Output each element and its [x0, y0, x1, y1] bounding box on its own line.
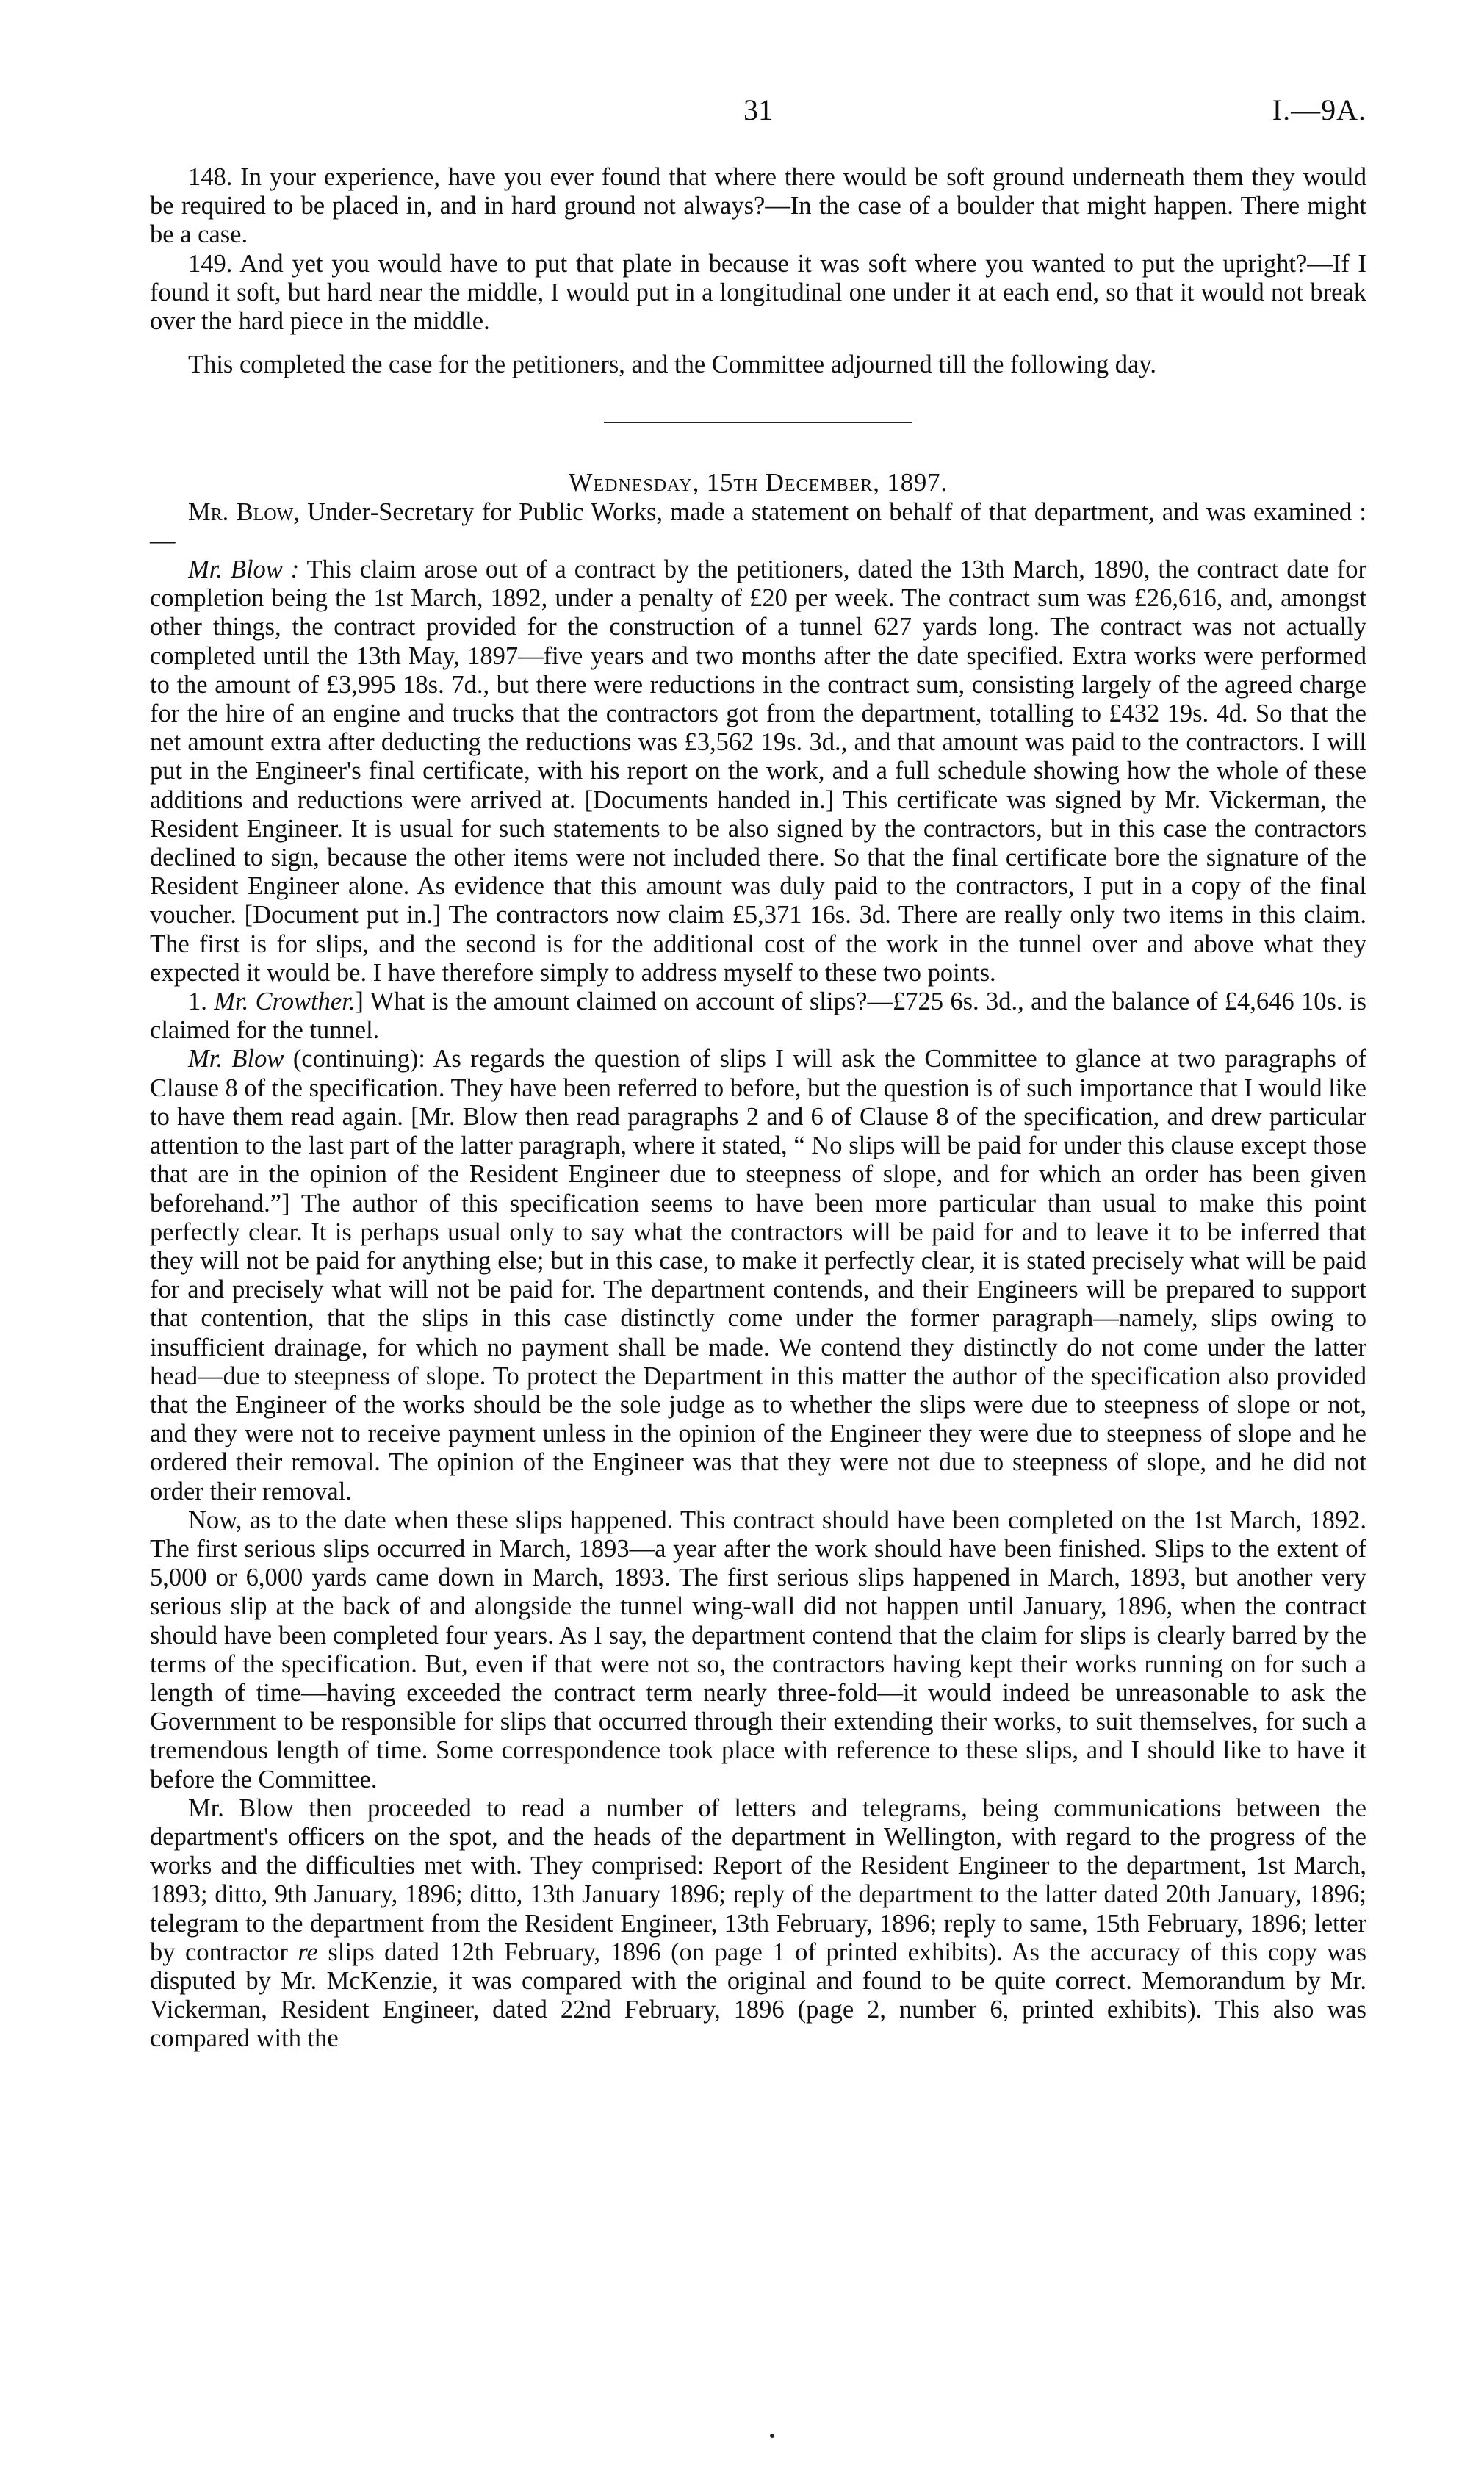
correspondence-text: Mr. Blow then proceeded to read a number of letters and telegrams, being communications between the department's officers on the spot, and the heads of the department in Wellington, with regard to the progress of the works and the difficulties met with. They comprised: Report of the Resident Engineer to the department, 1st March, 1893; ditto, 9th January, 1896; ditto, 13th January 1896; reply of the department to the latter dated 20th January, 1896; telegram to the department from the Resident Engineer, 13th February, 1896; reply to same, 15th February, 1896; letter by contractor	[150, 1794, 1366, 1966]
page-number: 31	[743, 93, 773, 126]
question-1	[150, 988, 1366, 1045]
correspondence-paragraph	[150, 1794, 1366, 2054]
document-body	[150, 163, 1366, 2054]
intro-text: , Under-Secretary for Public Works, made a statement on behalf of that department, and was examined :—	[150, 497, 1367, 555]
page-header	[150, 93, 1366, 137]
statement-paragraph-2	[150, 1045, 1366, 1506]
correspondence-text-continued: slips dated 12th February, 1896 (on page 1 of printed exhibits). As the accuracy of this copy was disputed by Mr. McKenzie, it was compared with the original and found to be quite correct. Memorandum by Mr. Vickerman, Resident Engineer, dated 22nd February, 1896 (page 2, number 6, printed exhibits). This also was compared with the	[150, 1938, 1366, 2053]
footer-mark	[770, 2434, 774, 2438]
re-italic: re	[298, 1938, 318, 1966]
question-number: 1.	[188, 988, 215, 1016]
questioner-label: Mr. Crowther.	[214, 988, 356, 1016]
question-text: ] What is the amount claimed on account of slips?—£725 6s. 3d., and the balance of £4,646 10s. is claimed for the tunnel.	[150, 988, 1366, 1045]
date-heading: Wednesday, 15th December, 1897.	[568, 469, 948, 497]
slip-dates-paragraph: Now, as to the date when these slips happened. This contract should have been completed on the 1st March, 1892. The first serious slips occurred in March, 1893—a year after the work should have been finished. Slips to the extent of 5,000 or 6,000 yards came down in March, 1893. The first serious slips happened in March, 1893, but another very serious slip at the back of and alongside the tunnel wing-wall did not happen until January, 1896, when the contract should have been completed four years. As I say, the department contend that the claim for slips is clearly barred by the terms of the specification. But, even if that were not so, the contractors having kept their works running on for such a length of time—having exceeded the contract term nearly three-fold—it would indeed be unreasonable to ask the Government to be responsible for slips that occurred through their extending their works, to suit themselves, for such a tremendous length of time. Some correspondence took place with reference to these slips, and I should like to have it before the Committee.	[150, 1506, 1366, 1794]
statement-paragraph-1	[150, 555, 1366, 988]
closing-statement: This completed the case for the petitioners, and the Committee adjourned till the following day.	[188, 350, 1156, 379]
statement-text: This claim arose out of a contract by the petitioners, dated the 13th March, 1890, the contract date for completion being the 1st March, 1892, under a penalty of £20 per week. The contract sum was £26,616, and, amongst other things, the contract provided for the construction of a tunnel 627 yards long. The contract was not actually completed until the 13th May, 1897—five years and two months after the date specified. Extra works were performed to the amount of £3,995 18s. 7d., but there were reductions in the contract sum, consisting largely of the agreed charge for the hire of an engine and trucks that the contractors got from the department, totalling to £432 19s. 4d. So that the net amount extra after deducting the reductions was £3,562 19s. 3d., and that amount was paid to the contractors. I will put in the Engineer's final certificate, with his report on the work, and a full schedule showing how the whole of these additions and reductions were arrived at. [Documents handed in.] This certificate was signed by Mr. Vickerman, the Resident Engineer. It is usual for such statements to be also signed by the contractors, but in this case the contractors declined to sign, because the other items were not included there. So that the final certificate bore the signature of the Resident Engineer alone. As evidence that this amount was duly paid to the contractors, I put in a copy of the final voucher. [Document put in.] The contractors now claim £5,371 16s. 3d. There are really only two items in this claim. The first is for slips, and the second is for the additional cost of the work in the tunnel over and above what they expected it would be. I have therefore simply to address myself to these two points.	[150, 555, 1366, 987]
document-reference: I.—9A.	[1272, 93, 1366, 126]
speaker-label: Mr. Blow	[188, 1045, 284, 1073]
statement-text: (continuing): As regards the question of slips I will ask the Committee to glance at two paragraphs of Clause 8 of the specification. They have been referred to before, but the question is of such importance that I would like to have them read again. [Mr. Blow then read paragraphs 2 and 6 of Clause 8 of the specification, and drew particular attention to the last part of the latter paragraph, where it stated, “ No slips will be paid for under this clause except those that are in the opinion of the Resident Engineer due to steepness of slope, and for which an order has been given beforehand.”] The author of this specification seems to have been more particular than usual to make this point perfectly clear. It is perhaps usual only to say what the contractors will be paid for and to leave it to be inferred that they will not be paid for anything else; but in this case, to make it perfectly clear, it is stated precisely what will be paid for and precisely what will not be paid for. The department contends, and their Engineers will be prepared to support that contention, that the slips in this case distinctly come under the former paragraph—namely, slips owing to insufficient drainage, for which no payment shall be made. We contend they distinctly do not come under the latter head—due to steepness of slope. To protect the Department in this matter the author of the specification also provided that the Engineer of the works should be the sole judge as to whether the slips were due to steepness of slope or not, and they were not to receive payment unless in the opinion of the Engineer they were due to steepness of slope and he ordered their removal. The opinion of the Engineer was that they were not due to steepness of slope, and he did not order their removal.	[150, 1045, 1366, 1506]
section-divider	[604, 422, 912, 423]
speaker-label: Mr. Blow :	[188, 555, 300, 584]
witness-name: Mr. Blow	[188, 497, 294, 526]
question-149: 149. And yet you would have to put that plate in because it was soft where you wanted to put the upright?—If I found it soft, but hard near the middle, I would put in a longitudinal one under it at each end, so that it would not break over the hard piece in the middle.	[150, 249, 1366, 336]
question-148: 148. In your experience, have you ever found that where there would be soft ground underneath them they would be required to be placed in, and in hard ground not always?—In the case of a boulder that might happen. There might be a case.	[150, 163, 1366, 249]
intro-paragraph	[150, 498, 1366, 555]
